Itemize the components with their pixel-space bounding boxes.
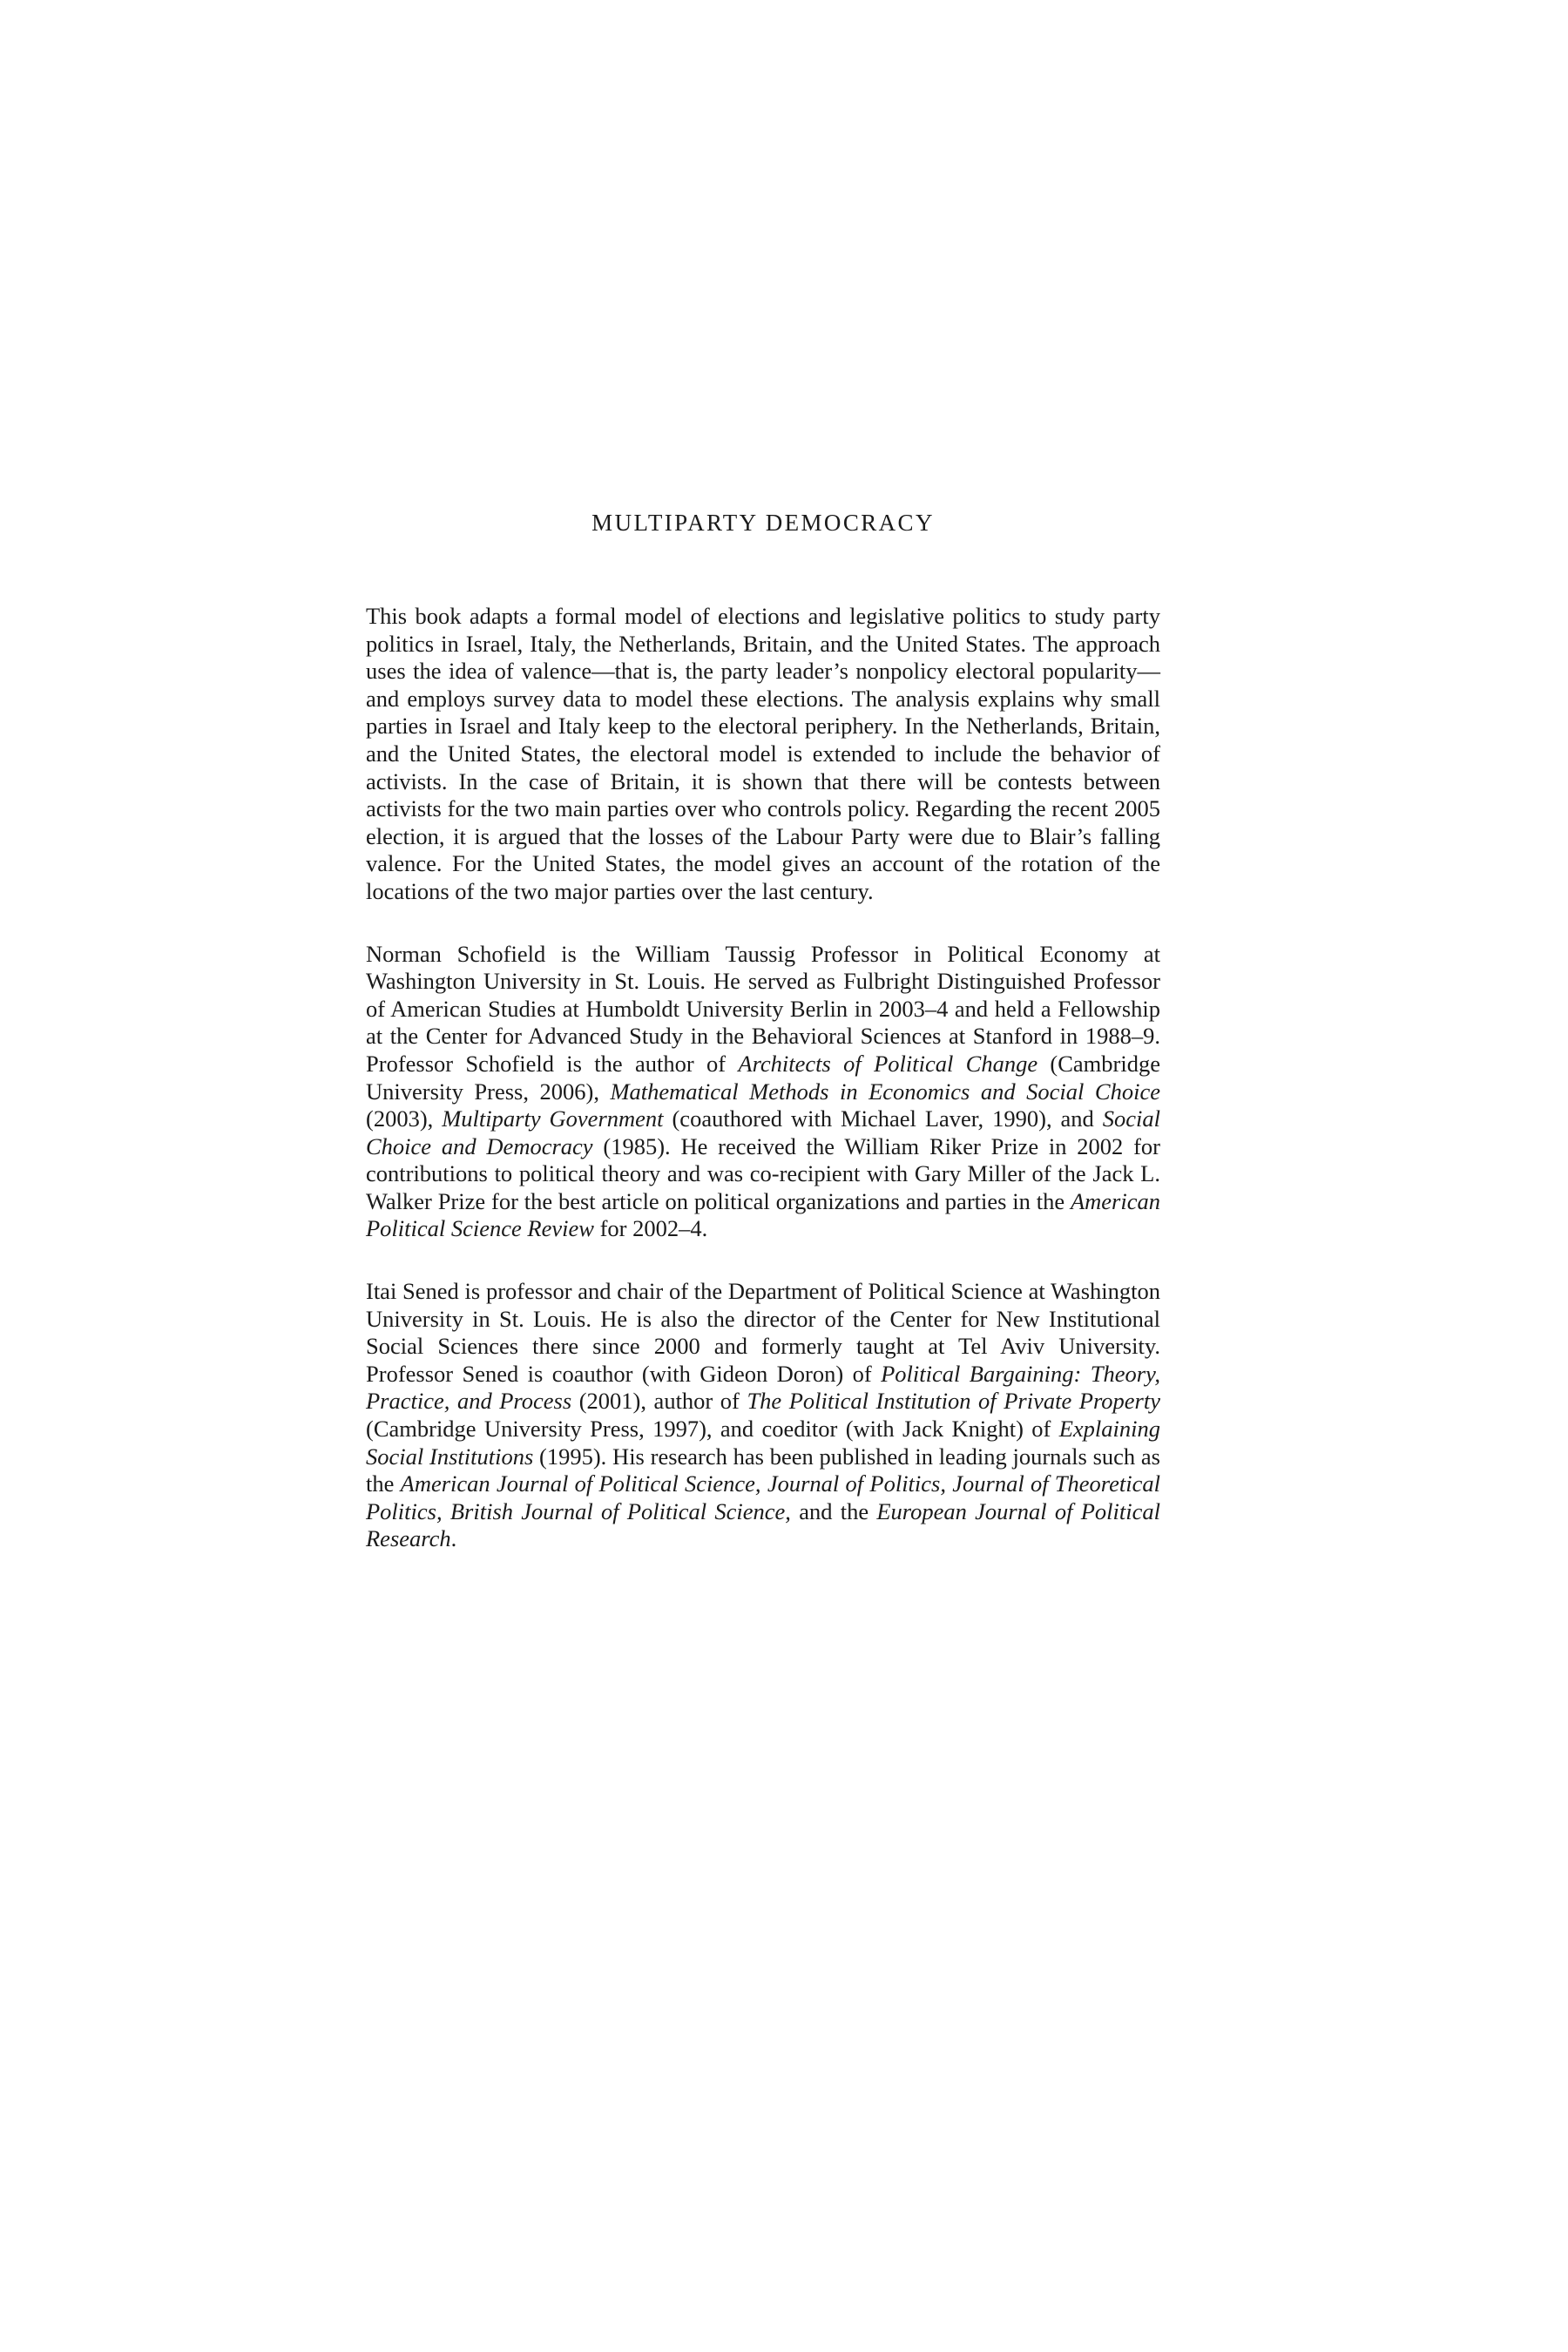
bio-text: (1995). His research has been published in leading journals such as the	[366, 1443, 1160, 1497]
book-title-explaining-institutions: Explaining Social Institutions	[366, 1416, 1160, 1470]
bio-text: (2003),	[366, 1105, 443, 1132]
bio-text: (coauthored with Michael Laver, 1990), and	[663, 1105, 1103, 1132]
bio-text: (2001), author of	[571, 1388, 747, 1415]
page-content	[366, 603, 1160, 1553]
book-title-multiparty-government: Multiparty Government	[442, 1105, 664, 1132]
book-title-architects: Architects of Political Change	[738, 1050, 1038, 1077]
bio-text: Norman Schofield is the William Taussig Professor in Political Economy at Washington University in St. Louis. He served as Fulbright Distinguished Professor of American Studies at Humboldt University Berlin in 2003–4 and held a Fellowship at the Center for Advanced Study in the Behavioral Sciences at Stanford in 1988–9. Professor Schofield is the author of	[366, 940, 1160, 1077]
bio-text: (Cambridge University Press, 2006),	[366, 1050, 1160, 1105]
book-summary-paragraph: This book adapts a formal model of elections and legislative politics to study party politics in Israel, Italy, the Netherlands, Britain, and the United States. The approach uses the idea of valence—that is, the party leader’s nonpolicy electoral popularity—and employs survey data to model these elections. The analysis explains why small parties in Israel and Italy keep to the electoral periphery. In the Netherlands, Britain, and the United States, the electoral model is extended to include the behavior of activists. In the case of Britain, it is shown that there will be contests between activists for the two main parties over who controls policy. Regarding the recent 2005 election, it is argued that the losses of the Labour Party were due to Blair’s falling valence. For the United States, the model gives an account of the rotation of the locations of the two major parties over the last century.	[366, 603, 1160, 904]
book-title-private-property: The Political Institution of Private Property	[747, 1388, 1160, 1415]
book-title-political-bargaining: Political Bargaining: Theory, Practice, and Process	[366, 1360, 1160, 1415]
journal-titles-list: American Journal of Political Science, Journal of Politics, Journal of Theoretical Politics, British Journal of Political Science,	[366, 1470, 1161, 1524]
sened-bio-paragraph	[366, 1278, 1160, 1553]
book-title-mathematical-methods: Mathematical Methods in Economics and Social Choice	[610, 1078, 1160, 1105]
page-title: MULTIPARTY DEMOCRACY	[591, 510, 935, 536]
schofield-bio-paragraph	[366, 941, 1160, 1244]
journal-title-ejpr: European Journal of Political Research	[366, 1497, 1160, 1552]
bio-text: and the	[790, 1497, 877, 1524]
bio-text: (Cambridge University Press, 1997), and coeditor (with Jack Knight) of	[366, 1416, 1059, 1443]
book-title-social-choice: Social Choice and Democracy	[366, 1105, 1160, 1159]
bio-text: .	[450, 1525, 457, 1552]
journal-title-apsr: American Political Science Review	[366, 1187, 1160, 1242]
bio-text: Itai Sened is professor and chair of the Department of Political Science at Washington University in St. Louis. He is also the director of the Center for New Institutional Social Sciences there since 2000 and formerly taught at Tel Aviv University. Professor Sened is coauthor (with Gideon Doron) of	[366, 1278, 1160, 1387]
bio-text: for 2002–4.	[593, 1215, 708, 1242]
bio-text: (1985). He received the William Riker Prize in 2002 for contributions to political theory and was co-recipient with Gary Miller of the Jack L. Walker Prize for the best article on political organizations and parties in the	[366, 1132, 1160, 1214]
